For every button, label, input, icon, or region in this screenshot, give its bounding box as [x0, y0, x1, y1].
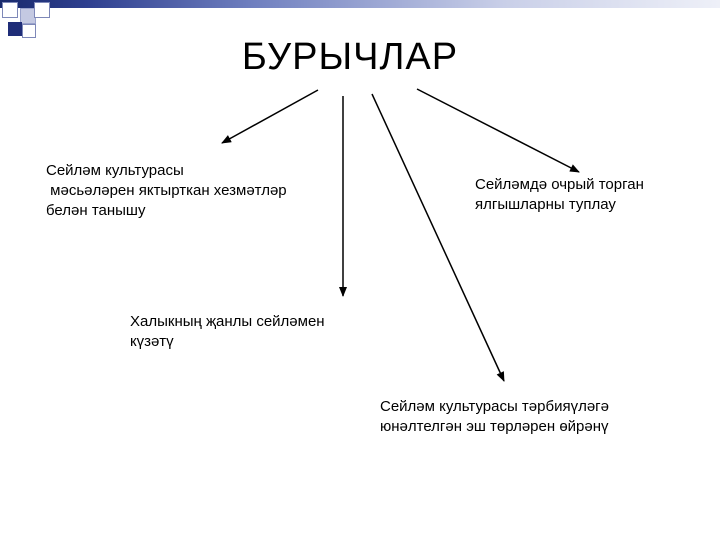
goal-node-2 — [475, 175, 644, 215]
goal-node-line: ялгышларны туплау — [475, 196, 616, 213]
goal-node-line: Сейләмдә очрый торган — [475, 176, 644, 193]
goal-node-1 — [46, 161, 287, 221]
goal-node-line: юнәлтелгән эш төрләрен өйрәнү — [380, 418, 609, 435]
goal-node-line: белән танышу — [46, 202, 146, 219]
goal-node-line: Халыкның җанлы сейләмен — [130, 313, 325, 330]
arrow-to-node-4 — [372, 94, 504, 381]
arrow-to-node-1 — [222, 90, 318, 143]
arrow-to-node-2 — [417, 89, 579, 172]
goal-node-line: мәсьәләрен яктырткан хезмәтләр — [46, 182, 287, 199]
slide-title: БУРЫЧЛАР — [241, 36, 459, 78]
goal-node-line: күзәтү — [130, 333, 174, 350]
goal-node-3 — [130, 312, 325, 352]
goal-node-line: Сейләм культурасы тәрбияүләгә — [380, 398, 609, 415]
goal-node-line: Сейләм культурасы — [46, 162, 184, 179]
goal-node-4 — [380, 397, 609, 437]
